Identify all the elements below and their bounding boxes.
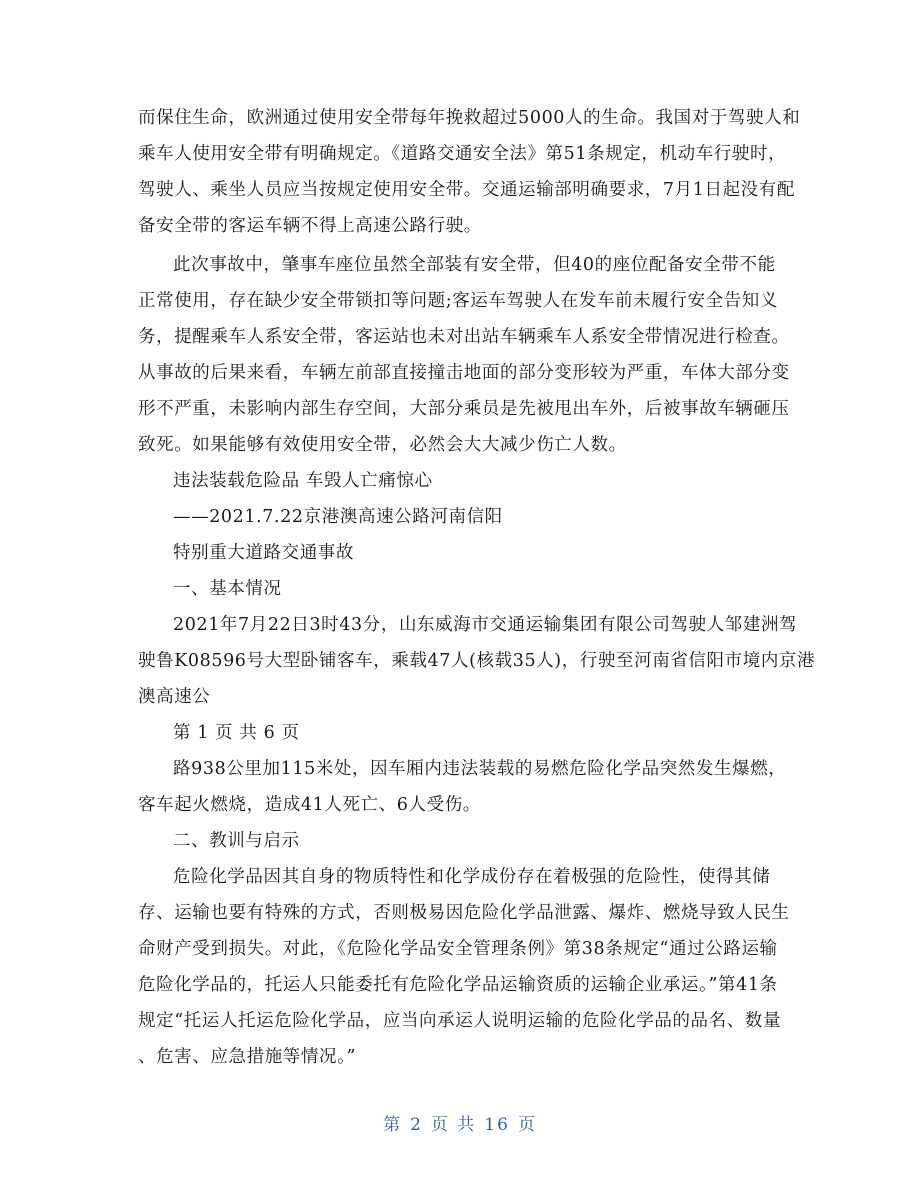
text-line: 危险化学品因其自身的物质特性和化学成份存在着极强的危险性，使得其储 [173, 867, 771, 887]
text-line: 务，提醒乘车人系安全带，客运站也未对出站车辆乘车人系安全带情况进行检查。 [138, 327, 790, 347]
text-line: 驾驶人、乘坐人员应当按规定使用安全带。交通运输部明确要求，7月1日起没有配 [138, 180, 795, 200]
text-line: 、危害、应急措施等情况。” [138, 1047, 356, 1067]
text-line: 而保住生命，欧洲通过使用安全带每年挽救超过5000人的生命。我国对于驾驶人和 [138, 108, 801, 128]
text-line: 2021年7月22日3时43分，山东威海市交通运输集团有限公司驾驶人邹建洲驾 [173, 615, 798, 635]
text-line: 澳高速公 [138, 687, 211, 707]
text-line: 客车起火燃烧，造成41人死亡、6人受伤。 [138, 795, 481, 815]
text-line: 驶鲁K08596号大型卧铺客车，乘载47人(核载35人)，行驶至河南省信阳市境内京港 [138, 651, 816, 671]
text-line: 一、基本情况 [173, 579, 282, 599]
text-line: 危险化学品的，托运人只能委托有危险化学品运输资质的运输企业承运。”第41条 [138, 975, 778, 995]
text-line: 命财产受到损失。对此，《危险化学品安全管理条例》第38条规定“通过公路运输 [138, 939, 778, 959]
text-line: 规定“托运人托运危险化学品，应当向承运人说明运输的危险化学品的品名、数量 [138, 1011, 782, 1031]
footer-prefix: 第 [383, 1115, 403, 1135]
text-line: 形不严重，未影响内部生存空间，大部分乘员是先被甩出车外，后被事故车辆砸压 [138, 399, 790, 419]
footer-suffix: 页 [517, 1115, 537, 1135]
footer-current-page: 2 [410, 1115, 423, 1135]
footer-middle: 页 共 [430, 1115, 477, 1135]
text-line: 此次事故中，肇事车座位虽然全部装有安全带，但40的座位配备安全带不能 [173, 255, 776, 275]
text-line: 违法装载危险品 车毁人亡痛惊心 [173, 471, 433, 491]
text-line: 二、教训与启示 [173, 831, 300, 851]
text-line: 从事故的后果来看，车辆左前部直接撞击地面的部分变形较为严重，车体大部分变 [138, 363, 790, 383]
text-line: 致死。如果能够有效使用安全带，必然会大大减少伤亡人数。 [138, 435, 627, 455]
text-line: 特别重大道路交通事故 [173, 543, 354, 563]
text-line: ——2021.7.22京港澳高速公路河南信阳 [173, 507, 503, 527]
text-line: 备安全带的客运车辆不得上高速公路行驶。 [138, 216, 482, 236]
text-line: 存、运输也要有特殊的方式，否则极易因危险化学品泄露、爆炸、燃烧导致人民生 [138, 903, 790, 923]
text-line: 第 1 页 共 6 页 [173, 723, 300, 743]
text-line: 路938公里加115米处，因车厢内违法装载的易燃危险化学品突然发生爆燃， [173, 759, 787, 779]
document-body [138, 100, 816, 1075]
text-line: 正常使用，存在缺少安全带锁扣等问题;客运车驾驶人在发车前未履行安全告知义 [138, 291, 778, 311]
footer-total-pages: 16 [484, 1115, 510, 1135]
text-line: 乘车人使用安全带有明确规定。《道路交通安全法》第51条规定，机动车行驶时， [138, 144, 787, 164]
page-footer [0, 1110, 920, 1135]
